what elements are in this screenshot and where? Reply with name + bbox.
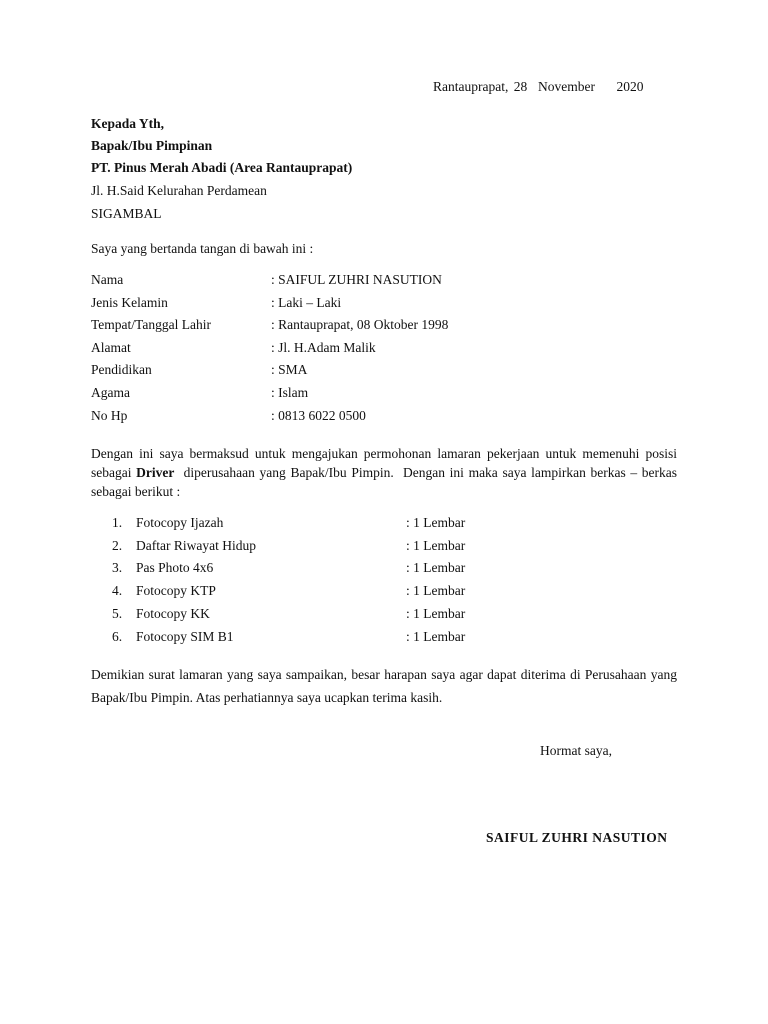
- identity-label-nama: Nama: [91, 272, 124, 287]
- attachment-quantity: : 1 Lembar: [406, 560, 466, 575]
- body-text-part1: Dengan ini saya bermaksud untuk mengajukan permohonan lamaran pekerjaan untuk memenuhi posisi sebagai: [91, 446, 677, 480]
- closing-paragraph: Demikian surat lamaran yang saya sampaikan, besar harapan saya agar dapat diterima di Perusahaan yang Bapak/Ibu Pimpin. Atas perhatiannya saya ucapkan terima kasih.: [91, 667, 677, 705]
- letter-date: Rantauprapat, 28 November 2020: [433, 79, 644, 94]
- identity-label-address: Alamat: [91, 340, 131, 355]
- identity-value-nama: : SAIFUL ZUHRI NASUTION: [271, 272, 442, 287]
- attachment-quantity: : 1 Lembar: [406, 515, 466, 530]
- identity-value-religion: : Islam: [271, 385, 309, 400]
- identity-label-birth: Tempat/Tanggal Lahir: [91, 317, 211, 332]
- attachment-item: Fotocopy KTP: [136, 583, 216, 598]
- identity-value-education: : SMA: [271, 362, 308, 377]
- attachment-quantity: : 1 Lembar: [406, 583, 466, 598]
- recipient-city: SIGAMBAL: [91, 206, 162, 221]
- signer-name: SAIFUL ZUHRI NASUTION: [486, 830, 668, 845]
- closing-greeting: Hormat saya,: [540, 743, 612, 758]
- attachment-number: 5.: [112, 606, 123, 621]
- attachment-quantity: : 1 Lembar: [406, 606, 466, 621]
- attachment-number: 4.: [112, 583, 123, 598]
- attachment-item: Daftar Riwayat Hidup: [136, 538, 256, 553]
- attachment-item: Fotocopy Ijazah: [136, 515, 224, 530]
- recipient-title: Bapak/Ibu Pimpinan: [91, 138, 213, 153]
- identity-value-address: : Jl. H.Adam Malik: [271, 340, 376, 355]
- identity-value-birth: : Rantauprapat, 08 Oktober 1998: [271, 317, 449, 332]
- recipient-company: PT. Pinus Merah Abadi (Area Rantauprapat): [91, 160, 353, 175]
- attachment-item: Fotocopy SIM B1: [136, 629, 234, 644]
- identity-label-education: Pendidikan: [91, 362, 152, 377]
- identity-value-phone: : 0813 6022 0500: [271, 408, 366, 423]
- position-name: Driver: [136, 465, 175, 480]
- attachment-number: 1.: [112, 515, 123, 530]
- identity-label-gender: Jenis Kelamin: [91, 295, 168, 310]
- attachment-number: 3.: [112, 560, 123, 575]
- identity-label-religion: Agama: [91, 385, 130, 400]
- body-text-part2: diperusahaan yang Bapak/Ibu Pimpin. Dengan ini maka saya lampirkan berkas – berkas sebagai berikut :: [91, 465, 681, 499]
- identity-label-phone: No Hp: [91, 408, 128, 423]
- recipient-salutation: Kepada Yth,: [91, 116, 165, 131]
- intro-text: Saya yang bertanda tangan di bawah ini :: [91, 241, 314, 256]
- identity-value-gender: : Laki – Laki: [271, 295, 342, 310]
- attachment-quantity: : 1 Lembar: [406, 538, 466, 553]
- attachment-item: Pas Photo 4x6: [136, 560, 214, 575]
- recipient-address: Jl. H.Said Kelurahan Perdamean: [91, 183, 267, 198]
- attachment-item: Fotocopy KK: [136, 606, 210, 621]
- attachment-number: 2.: [112, 538, 123, 553]
- attachment-quantity: : 1 Lembar: [406, 629, 466, 644]
- attachment-number: 6.: [112, 629, 123, 644]
- body-paragraph: [91, 444, 681, 501]
